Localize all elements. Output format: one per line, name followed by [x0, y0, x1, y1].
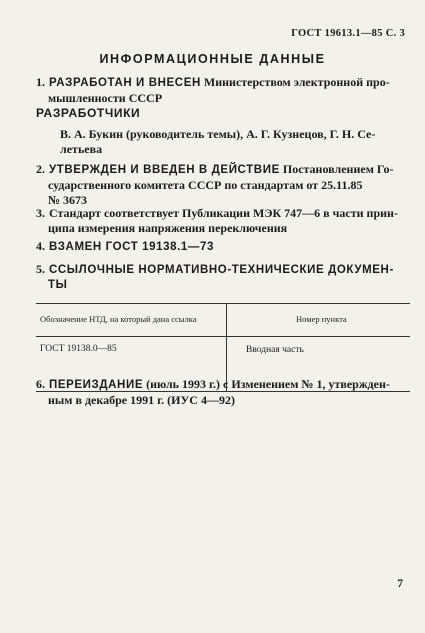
info-item-5	[36, 262, 410, 293]
item-number: 1.	[36, 75, 45, 89]
developers-label: РАЗРАБОТЧИКИ	[36, 106, 141, 120]
item-number: 6.	[36, 377, 45, 391]
item-continuation: ТЫ	[48, 279, 68, 291]
developers-line-2: летьева	[60, 142, 103, 156]
table-cell-ntd: ГОСТ 19138.0—85	[40, 344, 117, 354]
item-number: 3.	[36, 206, 45, 220]
item-text: (июль 1993 г.) с Изменением № 1, утвержден-	[146, 377, 390, 391]
table-header-rule	[36, 336, 410, 337]
table-header-clause: Номер пункта	[296, 314, 347, 324]
item-text: Стандарт соответствует Публикации МЭК 747—6 в части прин-	[49, 206, 398, 220]
item-continuation: ципа измерения напряжения переключения	[48, 221, 288, 235]
item-caption: УТВЕРЖДЕН И ВВЕДЕН В ДЕЙСТВИЕ	[49, 164, 280, 176]
document-code-header: ГОСТ 19613.1—85 С. 3	[291, 28, 405, 39]
item-continuation-2: № 3673	[48, 193, 88, 207]
info-item-4	[36, 239, 410, 255]
info-item-1	[36, 75, 410, 106]
item-caption: ПЕРЕИЗДАНИЕ	[49, 379, 144, 391]
section-title: ИНФОРМАЦИОННЫЕ ДАННЫЕ	[99, 52, 326, 66]
table-top-rule	[36, 303, 410, 304]
item-caption: РАЗРАБОТАН И ВНЕСЕН	[49, 77, 201, 89]
item-number: 5.	[36, 262, 45, 276]
developers-list	[60, 127, 410, 157]
item-continuation: ным в декабре 1991 г. (ИУС 4—92)	[48, 393, 235, 407]
item-caption: ВЗАМЕН ГОСТ 19138.1—73	[49, 241, 215, 253]
item-continuation: мышленности СССР	[48, 91, 163, 105]
item-text: Министерством электронной про-	[203, 75, 390, 89]
developers-line-1: В. А. Букин (руководитель темы), А. Г. Кузнецов, Г. Н. Се-	[60, 127, 376, 141]
table-cell-clause: Вводная часть	[246, 345, 304, 355]
item-number: 2.	[36, 162, 45, 176]
info-item-6	[36, 377, 410, 408]
table-header-ntd: Обозначение НТД, на который дана ссылка	[40, 314, 197, 324]
info-item-3	[36, 206, 410, 236]
item-continuation: сударственного комитета СССР по стандартам от 25.11.85	[48, 178, 363, 192]
item-number: 4.	[36, 239, 45, 253]
item-text: Постановлением Го-	[282, 162, 394, 176]
info-item-2	[36, 162, 410, 208]
page-number: 7	[397, 578, 403, 590]
item-caption: ССЫЛОЧНЫЕ НОРМАТИВНО-ТЕХНИЧЕСКИЕ ДОКУМЕН-	[49, 264, 394, 276]
